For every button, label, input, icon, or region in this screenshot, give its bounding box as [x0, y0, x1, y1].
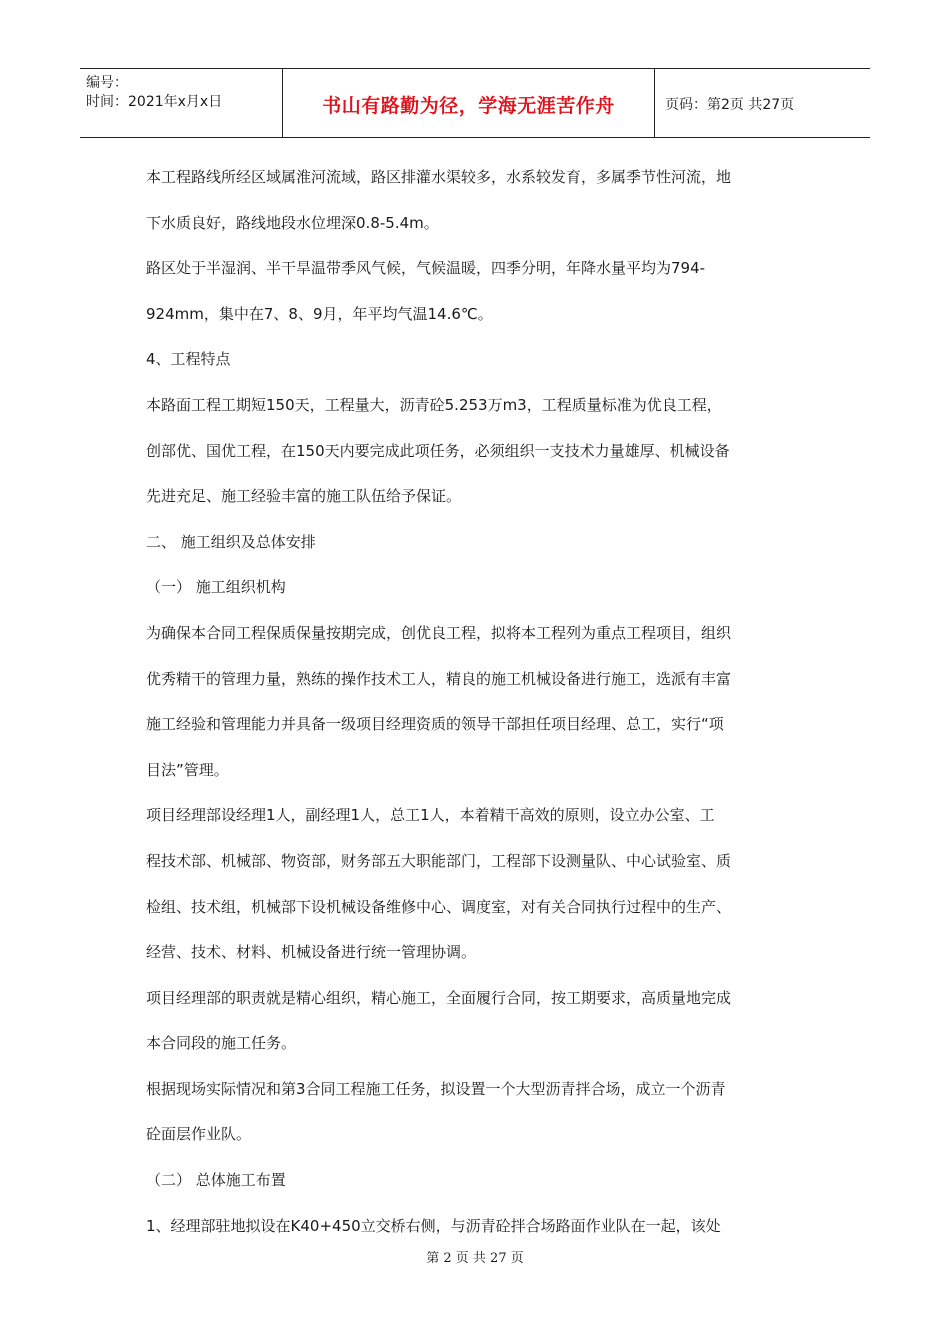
body-text-line: 项目经理部的职责就是精心组织，精心施工，全面履行合同，按工期要求，高质量地完成 [146, 988, 732, 1007]
header-motto-cell [283, 69, 655, 137]
document-body [146, 155, 811, 1249]
body-text-line: 优秀精干的管理力量，熟练的操作技术工人，精良的施工机械设备进行施工，选派有丰富 [146, 669, 732, 688]
header-left-cell [80, 69, 283, 137]
body-text-line: 先进充足、施工经验丰富的施工队伍给予保证。 [146, 487, 462, 506]
body-text-line: 924mm，集中在7、8、9月，年平均气温14.6℃。 [146, 304, 493, 323]
body-text-line: 为确保本合同工程保质保量按期完成，创优良工程，拟将本工程列为重点工程项目，组织 [146, 623, 732, 642]
body-text-line: 根据现场实际情况和第3合同工程施工任务，拟设置一个大型沥青拌合场，成立一个沥青 [146, 1079, 726, 1098]
body-text-line: 经营、技术、材料、机械设备进行统一管理协调。 [146, 943, 477, 962]
body-text-line: 创部优、国优工程，在150天内要完成此项任务，必须组织一支技术力量雄厚、机械设备 [146, 441, 730, 460]
body-text-line: 施工经验和管理能力并具备一级项目经理资质的领导干部担任项目经理、总工，实行“项 [146, 715, 724, 734]
body-text-line: 本合同段的施工任务。 [146, 1034, 297, 1053]
document-time-label: 时间：2021年x月x日 [86, 94, 223, 110]
body-text-line: 程技术部、机械部、物资部，财务部五大职能部门，工程部下设测量队、中心试验室、质 [146, 851, 732, 870]
body-text-line: 路区处于半湿润、半干旱温带季风气候，气候温暖，四季分明，年降水量平均为794- [146, 259, 706, 278]
body-text-line: （二） 总体施工布置 [146, 1171, 286, 1190]
body-text-line: 4、工程特点 [146, 350, 231, 369]
header-motto: 书山有路勤为径，学海无涯苦作舟 [322, 95, 615, 117]
body-text-line: 二、 施工组织及总体安排 [146, 532, 316, 551]
body-text-line: 项目经理部设经理1人，副经理1人，总工1人，本着精干高效的原则，设立办公室、工 [146, 806, 715, 825]
page-header [80, 68, 870, 138]
body-text-line: 目法”管理。 [146, 760, 229, 779]
body-text-line: 1、经理部驻地拟设在K40+450立交桥右侧，与沥青砼拌合场路面作业队在一起，该处 [146, 1216, 721, 1235]
body-text-line: 本路面工程工期短150天，工程量大，沥青砼5.253万m3，工程质量标准为优良工程， [146, 395, 722, 414]
page-footer: 第 2 页 共 27 页 [426, 1251, 524, 1266]
body-text-line: 本工程路线所经区域属淮河流域，路区排灌水渠较多，水系较发育，多属季节性河流，地 [146, 168, 732, 186]
body-text-line: 砼面层作业队。 [146, 1125, 252, 1144]
body-text-line: 检组、技术组，机械部下设机械设备维修中心、调度室，对有关合同执行过程中的生产、 [146, 897, 732, 916]
header-page-code: 页码：第2页 共27页 [665, 97, 795, 113]
body-text-line: （一） 施工组织机构 [146, 578, 286, 597]
body-text-line: 下水质良好，路线地段水位埋深0.8-5.4m。 [146, 213, 439, 232]
header-page-cell [655, 69, 870, 137]
document-number-label: 编号： [86, 75, 128, 91]
